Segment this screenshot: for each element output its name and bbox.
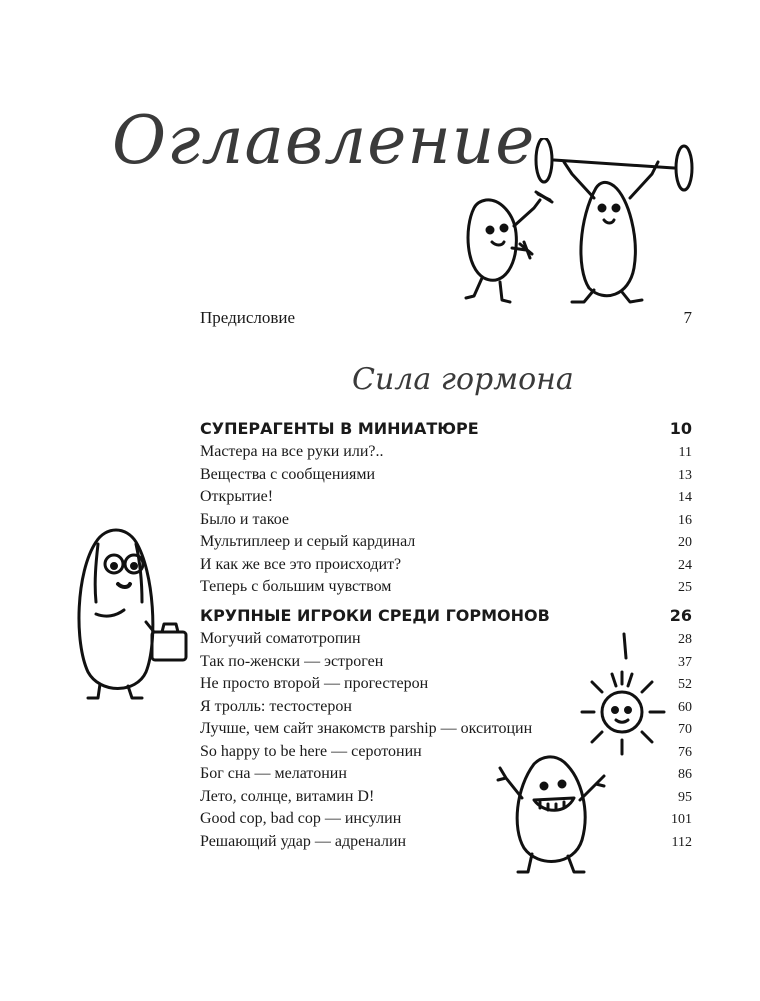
toc-entry-label: Лето, солнце, витамин D! bbox=[200, 787, 375, 805]
toc-entry-page: 14 bbox=[678, 490, 692, 505]
toc-chapter-heading[interactable] bbox=[200, 604, 692, 628]
chapter-title: СУПЕРАГЕНТЫ В МИНИАТЮРЕ bbox=[200, 419, 479, 438]
chapter-page: 26 bbox=[669, 606, 692, 625]
toc-entry-page: 25 bbox=[678, 580, 692, 595]
toc-entry-page: 28 bbox=[678, 632, 692, 647]
toc-entry-page: 86 bbox=[678, 767, 692, 782]
toc-entry-label: Я тролль: тестостерон bbox=[200, 697, 352, 715]
toc-entry-label: Так по-женски — эстроген bbox=[200, 652, 384, 670]
toc-entry[interactable] bbox=[200, 554, 692, 577]
toc-entry[interactable] bbox=[200, 441, 692, 464]
toc-entry-page: 37 bbox=[678, 654, 692, 670]
sun-character-illustration bbox=[494, 628, 674, 878]
toc-preface-row[interactable] bbox=[200, 308, 692, 328]
section-title: Сила гормона bbox=[352, 362, 574, 397]
toc-entry-label: Теперь с большим чувством bbox=[200, 578, 392, 595]
toc-entry-label: Решающий удар — адреналин bbox=[200, 832, 407, 850]
toc-chapter-1 bbox=[200, 417, 692, 599]
toc-entry-label: Могучий соматотропин bbox=[200, 630, 361, 647]
toc-entry-label: Открытие! bbox=[200, 488, 274, 505]
toc-entry-page: 16 bbox=[678, 512, 692, 528]
toc-entry-label: Не просто второй — прогестерон bbox=[200, 675, 429, 692]
toc-entry-label: Мультиплеер и серый кардинал bbox=[200, 533, 416, 550]
businesswoman-illustration bbox=[66, 522, 196, 702]
toc-entry-page: 20 bbox=[678, 535, 692, 550]
toc-entry-page: 24 bbox=[678, 557, 692, 573]
toc-entry[interactable] bbox=[200, 531, 692, 554]
toc-entry-page: 13 bbox=[678, 467, 692, 483]
chapter-title: КРУПНЫЕ ИГРОКИ СРЕДИ ГОРМОНОВ bbox=[200, 606, 550, 625]
toc-entry-page: 101 bbox=[671, 812, 692, 827]
toc-entry-page: 112 bbox=[671, 834, 692, 850]
toc-entry-label: Вещества с сообщениями bbox=[200, 465, 376, 483]
toc-entry-page: 95 bbox=[678, 789, 692, 805]
toc-entry-label: Мастера на все руки или?.. bbox=[200, 443, 384, 460]
toc-entry-label: И как же все это происходит? bbox=[200, 555, 402, 573]
toc-entry-page: 11 bbox=[678, 445, 692, 460]
toc-entry[interactable] bbox=[200, 509, 692, 532]
toc-entry-label: Лучше, чем сайт знакомств parship — окситоцин bbox=[200, 720, 533, 737]
toc-entry-page: 52 bbox=[678, 677, 692, 692]
toc-chapter-heading[interactable] bbox=[200, 417, 692, 441]
toc-entry-label: Предисловие bbox=[200, 308, 296, 327]
chapter-page: 10 bbox=[669, 419, 692, 438]
toc-entry-label: Было и такое bbox=[200, 510, 290, 528]
toc-entry-page: 60 bbox=[678, 699, 692, 715]
toc-entry[interactable] bbox=[200, 576, 692, 599]
toc-entry-label: Good cop, bad cop — инсулин bbox=[200, 810, 402, 827]
toc-entry[interactable] bbox=[200, 486, 692, 509]
toc-entry-label: Бог сна — мелатонин bbox=[200, 765, 347, 782]
weightlifters-illustration bbox=[444, 138, 714, 308]
toc-entry-page: 76 bbox=[678, 744, 692, 760]
toc-entry-label: So happy to be here — серотонин bbox=[200, 742, 422, 760]
toc-entry-page: 70 bbox=[678, 722, 692, 737]
toc-entry-page: 7 bbox=[683, 308, 692, 327]
toc-entry[interactable] bbox=[200, 464, 692, 487]
page-title: Оглавление bbox=[112, 102, 536, 179]
